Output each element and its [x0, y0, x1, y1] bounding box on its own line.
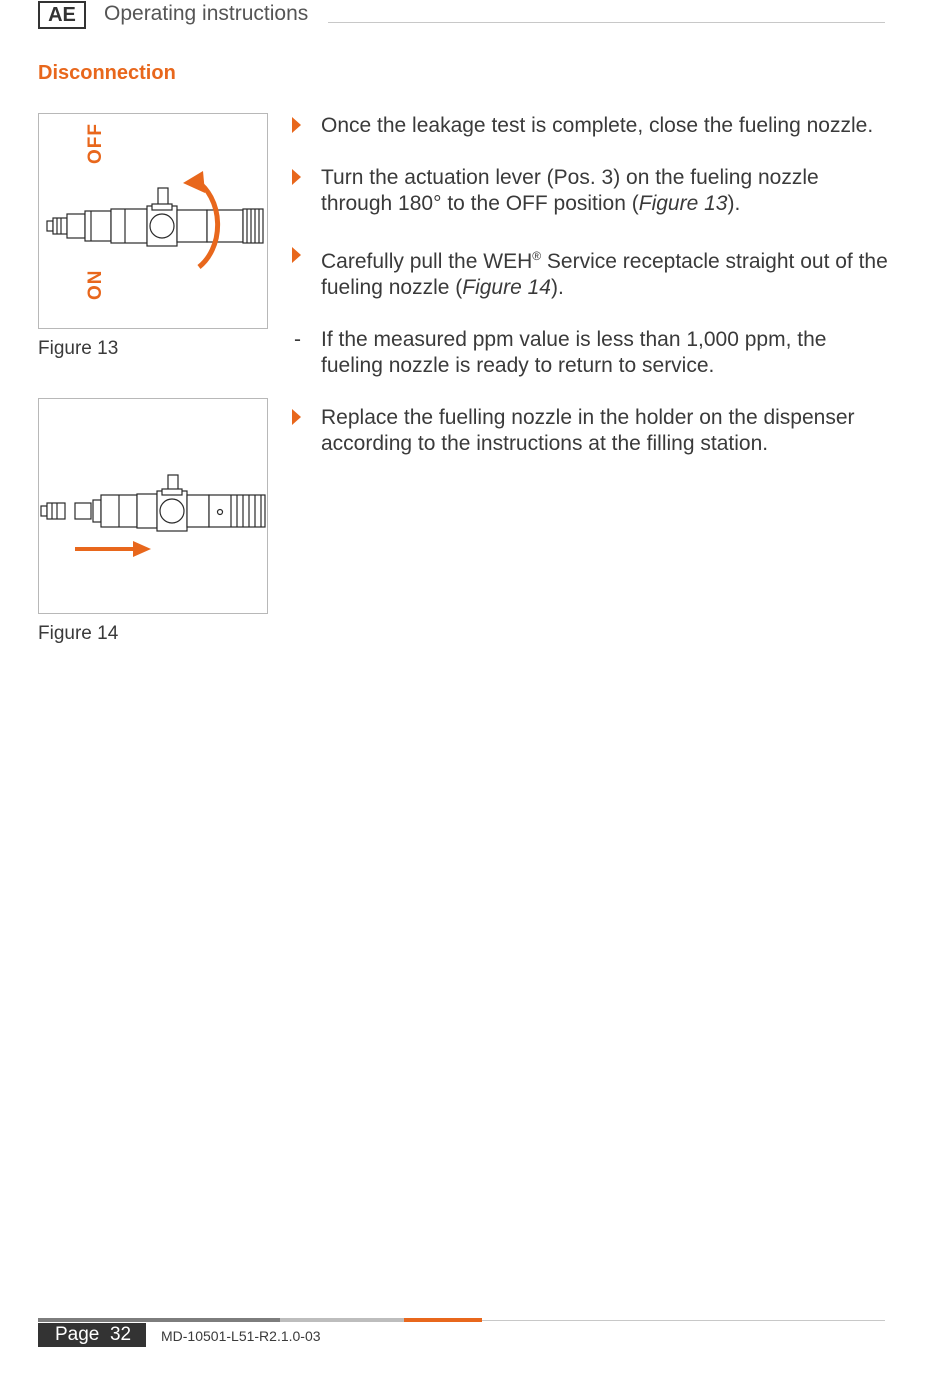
instruction-step: Turn the actuation lever (Pos. 3) on the fueling nozzle through 180° to the OFF position (Figure 13). — [292, 165, 892, 217]
figure-13-image — [38, 113, 268, 329]
instruction-step: Replace the fuelling nozzle in the holder on the dispenser according to the instructions at the filling station. — [292, 405, 892, 457]
page-number-box — [38, 1323, 146, 1347]
instruction-step: Carefully pull the WEH® Service receptacle straight out of the fueling nozzle (Figure 14). — [292, 243, 892, 301]
page-label: Page — [55, 1324, 100, 1345]
registered-mark: ® — [532, 249, 542, 263]
figure-13-caption: Figure 13 — [38, 338, 119, 359]
header-title: Operating instructions — [104, 2, 309, 25]
orange-triangle-bullet-icon — [292, 247, 301, 263]
instruction-step: Once the leakage test is complete, close the fueling nozzle. — [292, 113, 892, 139]
nozzle-pull-illustration — [39, 399, 267, 613]
language-code-box: AE — [38, 1, 86, 29]
orange-triangle-bullet-icon — [292, 117, 301, 133]
figure-reference: Figure 13 — [638, 192, 728, 215]
instruction-list — [292, 113, 892, 483]
footer-accent-bar-orange — [404, 1318, 482, 1322]
off-label: OFF — [85, 123, 106, 164]
header-divider — [328, 22, 885, 23]
orange-triangle-bullet-icon — [292, 409, 301, 425]
figure-reference: Figure 14 — [462, 276, 551, 299]
footer-accent-bar-dark — [38, 1318, 280, 1322]
figure-14-image — [38, 398, 268, 614]
figure-14-caption: Figure 14 — [38, 623, 119, 644]
orange-triangle-bullet-icon — [292, 169, 301, 185]
on-label: ON — [85, 269, 106, 300]
nozzle-rotation-illustration — [39, 114, 267, 328]
page-number: 32 — [109, 1324, 132, 1345]
dash-bullet: - — [294, 328, 301, 351]
footer-accent-bar-light — [280, 1318, 404, 1322]
section-title: Disconnection — [38, 62, 176, 84]
document-code: MD-10501-L51-R2.1.0-03 — [161, 1328, 321, 1344]
instruction-step: - If the measured ppm value is less than 1,000 ppm, the fueling nozzle is ready to return to service. — [294, 328, 827, 377]
